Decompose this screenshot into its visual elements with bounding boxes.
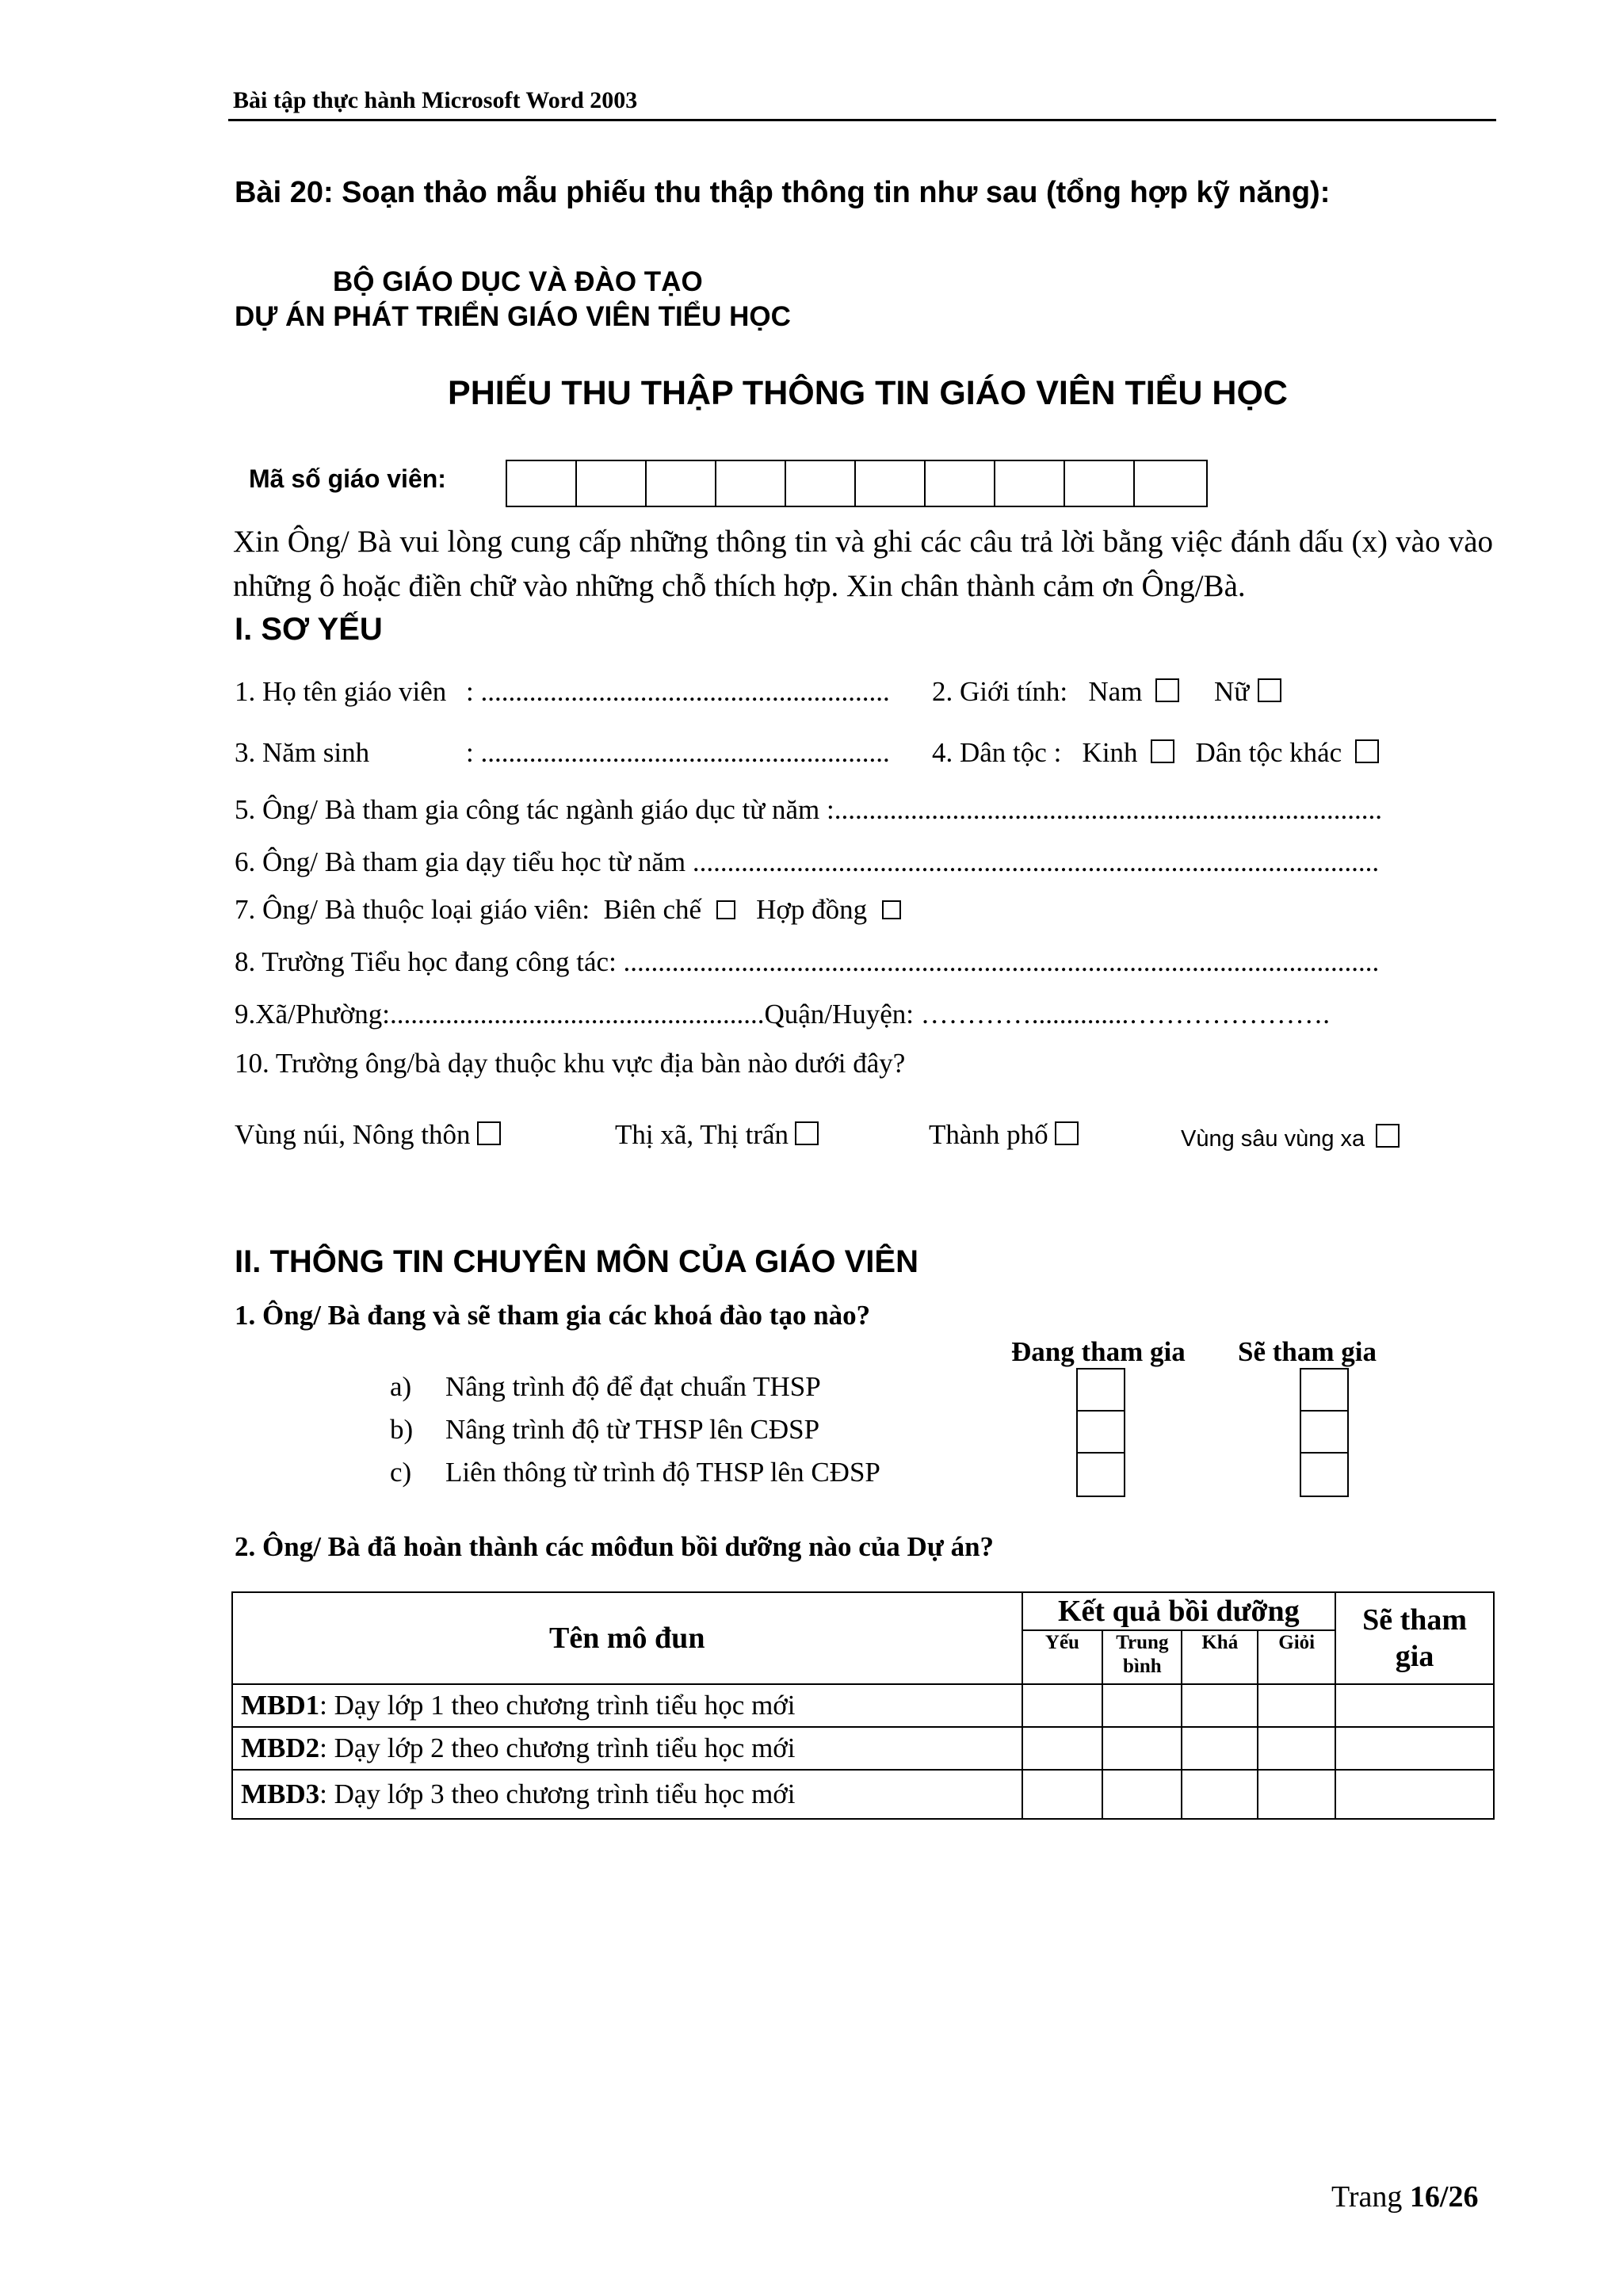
result-excellent-cell[interactable] [1258, 1727, 1335, 1770]
future-course-c-checkbox[interactable] [1301, 1454, 1347, 1496]
gender-male-checkbox[interactable] [1155, 678, 1179, 702]
code-digit-box[interactable] [995, 461, 1065, 506]
form-title: PHIẾU THU THẬP THÔNG TIN GIÁO VIÊN TIỂU HỌC [448, 374, 1288, 412]
result-good-cell[interactable] [1182, 1684, 1258, 1727]
s2-q2: 2. Ông/ Bà đã hoàn thành các môđun bồi dưỡng nào của Dự án? [235, 1531, 995, 1562]
ethnic-kinh-checkbox[interactable] [1151, 739, 1174, 763]
area-city-checkbox[interactable] [1055, 1121, 1079, 1145]
permanent-label: Biên chế [603, 894, 702, 925]
col-average-line2: bình [1123, 1656, 1162, 1677]
q2-label: 2. Giới tính: [932, 676, 1068, 707]
module-text: : Dạy lớp 2 theo chương trình tiểu học mới [319, 1733, 796, 1763]
exercise-title: Bài 20: Soạn thảo mẫu phiếu thu thập thông tin như sau (tổng hợp kỹ năng): [235, 176, 1331, 209]
q4-ethnicity [932, 737, 1379, 769]
col-result-group: Kết quả bồi dưỡng [1022, 1592, 1336, 1630]
contract-label: Hợp đồng [756, 894, 868, 925]
area-city-label: Thành phố [929, 1119, 1048, 1150]
ethnic-other-label: Dân tộc khác [1195, 737, 1342, 768]
result-excellent-cell[interactable] [1258, 1770, 1335, 1819]
module-text: : Dạy lớp 3 theo chương trình tiểu học mới [319, 1778, 796, 1809]
module-text: : Dạy lớp 1 theo chương trình tiểu học mới [319, 1690, 796, 1721]
area-city-option [929, 1119, 1079, 1151]
future-course-boxes [1300, 1368, 1349, 1497]
header-rule [228, 119, 1496, 121]
col-will-join-line2: gia [1395, 1640, 1434, 1673]
teacher-code-label: Mã số giáo viên: [249, 464, 446, 493]
col-module-name: Tên mô đun [232, 1592, 1022, 1684]
col-will-join [1335, 1592, 1494, 1684]
course-a-text: Nâng trình độ để đạt chuẩn THSP [445, 1371, 821, 1402]
code-digit-box[interactable] [647, 461, 716, 506]
page-label: Trang [1331, 2180, 1403, 2214]
org-line-project: DỰ ÁN PHÁT TRIỂN GIÁO VIÊN TIỂU HỌC [235, 301, 791, 332]
result-average-cell[interactable] [1102, 1727, 1182, 1770]
current-course-c-checkbox[interactable] [1078, 1454, 1124, 1496]
table-row [232, 1684, 1494, 1727]
table-row [232, 1770, 1494, 1819]
section-2-title: II. THÔNG TIN CHUYÊN MÔN CỦA GIÁO VIÊN [235, 1244, 918, 1279]
q5-line[interactable]: 5. Ông/ Bà tham gia công tác ngành giáo dục từ năm :............................................................................... [235, 794, 1382, 825]
document-header: Bài tập thực hành Microsoft Word 2003 [233, 87, 638, 113]
result-weak-cell[interactable] [1022, 1727, 1103, 1770]
will-join-cell[interactable] [1335, 1727, 1494, 1770]
code-digit-box[interactable] [1135, 461, 1206, 506]
area-mountain-checkbox[interactable] [477, 1121, 501, 1145]
col-good: Khá [1182, 1630, 1258, 1684]
contract-checkbox[interactable] [882, 900, 901, 919]
q3-fill[interactable]: : ........................................................... [466, 737, 890, 768]
s2-q1: 1. Ông/ Bà đang và sẽ tham gia các khoá đào tạo nào? [235, 1300, 871, 1331]
col-future-header: Sẽ tham gia [1238, 1336, 1377, 1367]
q7-teacher-type [235, 894, 901, 926]
course-b-text: Nâng trình độ từ THSP lên CĐSP [445, 1414, 820, 1445]
result-excellent-cell[interactable] [1258, 1684, 1335, 1727]
q3-label: 3. Năm sinh [235, 737, 370, 768]
result-average-cell[interactable] [1102, 1684, 1182, 1727]
area-town-option [615, 1119, 819, 1151]
area-remote-option [1181, 1124, 1400, 1152]
current-course-b-checkbox[interactable] [1078, 1412, 1124, 1454]
org-line-ministry: BỘ GIÁO DỤC VÀ ĐÀO TẠO [333, 266, 703, 297]
col-excellent: Giỏi [1258, 1630, 1335, 1684]
q1-label: 1. Họ tên giáo viên [235, 676, 447, 707]
code-digit-box[interactable] [786, 461, 856, 506]
will-join-cell[interactable] [1335, 1684, 1494, 1727]
q10-question: 10. Trường ông/bà dạy thuộc khu vực địa bàn nào dưới đây? [235, 1048, 906, 1079]
page-number [1331, 2179, 1478, 2214]
col-will-join-line1: Sẽ tham [1362, 1603, 1468, 1637]
area-mountain-option [235, 1119, 501, 1151]
will-join-cell[interactable] [1335, 1770, 1494, 1819]
code-digit-box[interactable] [507, 461, 577, 506]
course-c-letter: c) [390, 1457, 412, 1488]
q1-fill[interactable]: : ........................................................... [466, 676, 890, 707]
module-name-cell [232, 1770, 1022, 1819]
course-b-letter: b) [390, 1414, 414, 1445]
ethnic-kinh-label: Kinh [1082, 737, 1138, 768]
future-course-b-checkbox[interactable] [1301, 1412, 1347, 1454]
gender-female-checkbox[interactable] [1258, 678, 1281, 702]
area-town-checkbox[interactable] [795, 1121, 819, 1145]
area-mountain-label: Vùng núi, Nông thôn [235, 1119, 471, 1150]
code-digit-box[interactable] [716, 461, 786, 506]
result-good-cell[interactable] [1182, 1727, 1258, 1770]
current-course-a-checkbox[interactable] [1078, 1370, 1124, 1412]
gender-female-label: Nữ [1213, 676, 1250, 707]
result-average-cell[interactable] [1102, 1770, 1182, 1819]
col-average [1102, 1630, 1182, 1684]
course-a-letter: a) [390, 1371, 412, 1402]
module-code: MBD3 [241, 1778, 320, 1809]
future-course-a-checkbox[interactable] [1301, 1370, 1347, 1412]
code-digit-box[interactable] [1065, 461, 1135, 506]
col-weak: Yếu [1022, 1630, 1103, 1684]
teacher-code-boxes[interactable] [506, 460, 1208, 507]
code-digit-box[interactable] [926, 461, 995, 506]
table-row [232, 1727, 1494, 1770]
q2-gender [932, 676, 1281, 708]
result-weak-cell[interactable] [1022, 1684, 1103, 1727]
q8-line[interactable]: 8. Trường Tiểu học đang công tác: ............................................................................................................. [235, 946, 1380, 977]
intro-paragraph: Xin Ông/ Bà vui lòng cung cấp những thông tin và ghi các câu trả lời bằng việc đánh dấu (x) vào vào những ô hoặc điền chữ vào những chỗ thích hợp. Xin chân thành cảm ơn Ông/Bà. [233, 525, 1493, 603]
area-town-label: Thị xã, Thị trấn [615, 1119, 789, 1150]
table-header-row [232, 1592, 1494, 1630]
q6-line[interactable]: 6. Ông/ Bà tham gia dạy tiểu học từ năm ................................................................................................... [235, 846, 1380, 877]
current-course-boxes [1076, 1368, 1125, 1497]
module-name-cell [232, 1684, 1022, 1727]
module-code: MBD1 [241, 1690, 320, 1721]
section-1-title: I. SƠ YẾU [235, 612, 383, 647]
area-remote-checkbox[interactable] [1376, 1124, 1400, 1148]
ethnic-other-checkbox[interactable] [1355, 739, 1379, 763]
col-average-line1: Trung [1116, 1632, 1169, 1653]
course-c-text: Liên thông từ trình độ THSP lên CĐSP [445, 1457, 880, 1488]
module-table [231, 1591, 1495, 1820]
result-weak-cell[interactable] [1022, 1770, 1103, 1819]
module-name-cell [232, 1727, 1022, 1770]
col-current-header: Đang tham gia [1011, 1336, 1186, 1367]
module-code: MBD2 [241, 1733, 320, 1763]
q4-label: 4. Dân tộc : [932, 737, 1062, 768]
code-digit-box[interactable] [577, 461, 647, 506]
gender-male-label: Nam [1088, 676, 1143, 707]
code-digit-box[interactable] [856, 461, 926, 506]
permanent-checkbox[interactable] [716, 900, 735, 919]
result-good-cell[interactable] [1182, 1770, 1258, 1819]
q9-line[interactable]: 9.Xã/Phường:......................................................Quận/Huyện: …………..............…………………. [235, 999, 1331, 1030]
q7-label: 7. Ông/ Bà thuộc loại giáo viên: [235, 894, 590, 925]
page-value: 16/26 [1409, 2180, 1479, 2214]
area-remote-label: Vùng sâu vùng xa [1181, 1126, 1365, 1152]
